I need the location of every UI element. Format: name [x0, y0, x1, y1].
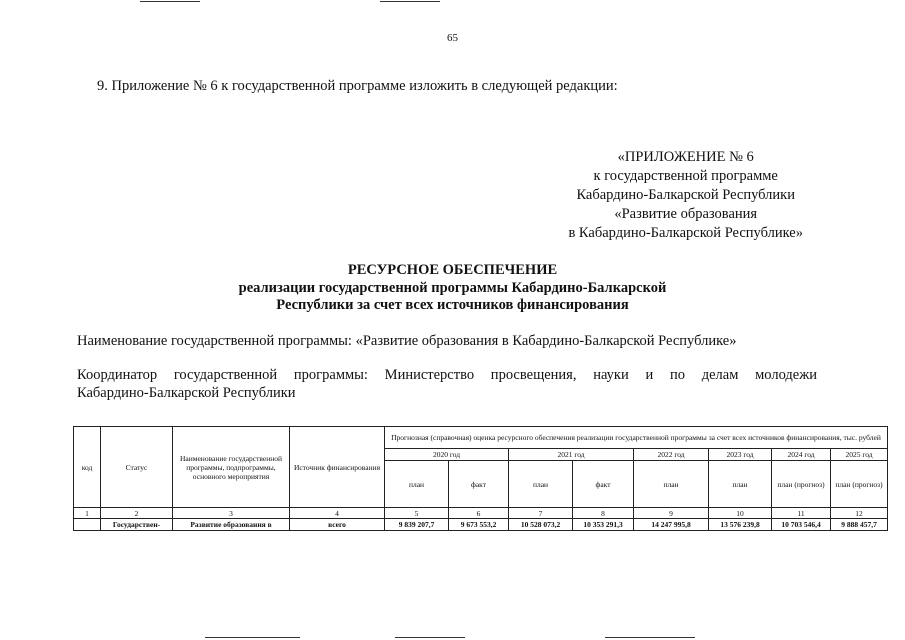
- col-number: 12: [831, 508, 888, 519]
- row-value: 10 703 546,4: [772, 519, 831, 531]
- col-number: 5: [385, 508, 449, 519]
- row-source: всего: [290, 519, 385, 531]
- header-name: Наименование государственной программы, подпрограммы, основного мероприятия: [173, 427, 290, 508]
- col-number: 6: [449, 508, 509, 519]
- scan-line: [205, 637, 300, 638]
- scan-line: [380, 1, 440, 2]
- header-year: 2021 год: [509, 449, 634, 461]
- header-year: 2024 год: [772, 449, 831, 461]
- appendix-line: «ПРИЛОЖЕНИЕ № 6: [617, 149, 754, 165]
- col-number: 7: [509, 508, 573, 519]
- header-sub: план: [385, 461, 449, 508]
- row-value: 9 888 457,7: [831, 519, 888, 531]
- header-sub: план (прогноз): [831, 461, 888, 508]
- title-line: РЕСУРСНОЕ ОБЕСПЕЧЕНИЕ: [347, 262, 558, 278]
- col-number: 8: [573, 508, 634, 519]
- header-source: Источник финансирования: [290, 427, 385, 508]
- col-number: 1: [74, 508, 101, 519]
- document-title: [0, 262, 905, 315]
- appendix-line: Кабардино-Балкарской Республики: [576, 187, 795, 203]
- row-code: [74, 519, 101, 531]
- col-number: 3: [173, 508, 290, 519]
- row-value: 9 839 207,7: [385, 519, 449, 531]
- appendix-header: [568, 148, 803, 243]
- coordinator-line-2: Кабардино-Балкарской Республики: [77, 385, 296, 401]
- header-status: Статус: [101, 427, 173, 508]
- row-value: 13 576 239,8: [709, 519, 772, 531]
- row-value: 9 673 553,2: [449, 519, 509, 531]
- appendix-line: «Развитие образования: [614, 206, 758, 222]
- resource-table: [73, 426, 888, 531]
- page-number: 65: [447, 32, 458, 44]
- coordinator-line: Координатор государственной программы: Министерство просвещения, науки и по делам молодежи: [77, 367, 817, 383]
- col-number: 11: [772, 508, 831, 519]
- header-sub: план: [509, 461, 573, 508]
- col-number: 4: [290, 508, 385, 519]
- header-year: 2023 год: [709, 449, 772, 461]
- title-line: реализации государственной программы Кабардино-Балкарской: [238, 279, 667, 296]
- item-text: 9. Приложение № 6 к государственной программе изложить в следующей редакции:: [97, 78, 618, 94]
- program-name: Наименование государственной программы: «Развитие образования в Кабардино-Балкарской Республике»: [77, 333, 737, 349]
- header-year: 2020 год: [385, 449, 509, 461]
- header-sub: план: [709, 461, 772, 508]
- column-number-row: [74, 508, 888, 519]
- appendix-line: в Кабардино-Балкарской Республике»: [568, 225, 803, 241]
- row-value: 14 247 995,8: [634, 519, 709, 531]
- header-sub: факт: [449, 461, 509, 508]
- header-year: 2022 год: [634, 449, 709, 461]
- header-sub: план: [634, 461, 709, 508]
- row-value: 10 353 291,3: [573, 519, 634, 531]
- row-status: Государствен-: [101, 519, 173, 531]
- table-row: [74, 519, 888, 531]
- title-line: Республики за счет всех источников финансирования: [276, 297, 629, 313]
- appendix-line: к государственной программе: [593, 168, 778, 184]
- header-year: 2025 год: [831, 449, 888, 461]
- header-sub: факт: [573, 461, 634, 508]
- col-number: 2: [101, 508, 173, 519]
- row-name: Развитие образования в: [173, 519, 290, 531]
- col-number: 10: [709, 508, 772, 519]
- scan-line: [140, 1, 200, 2]
- header-sub: план (прогноз): [772, 461, 831, 508]
- header-forecast: Прогнозная (справочная) оценка ресурсного обеспечения реализации государственной программы за счет всех источников финансирования, тыс. рублей: [385, 427, 888, 449]
- header-code: код: [74, 427, 101, 508]
- scan-line: [605, 637, 695, 638]
- scan-line: [395, 637, 465, 638]
- col-number: 9: [634, 508, 709, 519]
- row-value: 10 528 073,2: [509, 519, 573, 531]
